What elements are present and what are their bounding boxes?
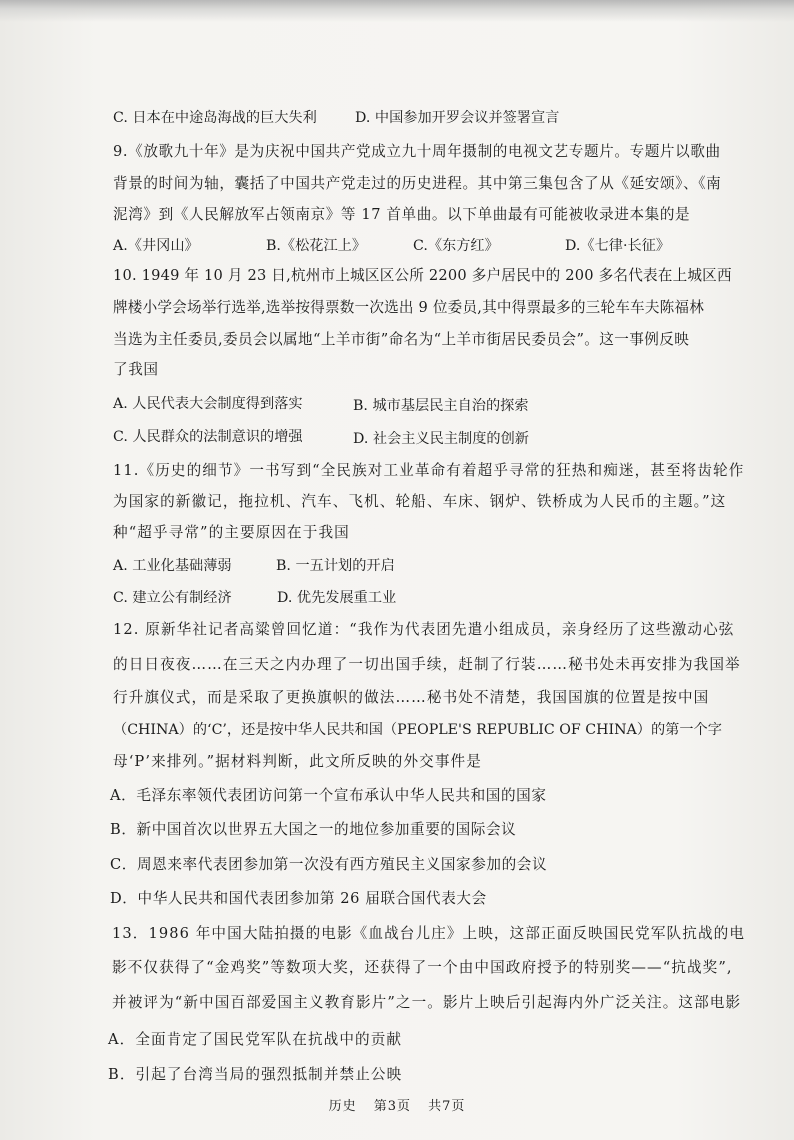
- footer-total-pages: 共7页: [428, 1099, 466, 1114]
- page-footer: [0, 1095, 794, 1114]
- q12-option-c: C．周恩来率代表团参加第一次没有西方殖民主义国家参加的会议: [110, 856, 548, 873]
- q12-stem-line-4: （CHINA）的‘C’，还是按中华人民共和国（PEOPLE'S REPUBLIC OF CHINA）的第一个字: [113, 722, 722, 738]
- q9-stem-line-1: 9.《放歌九十年》是为庆祝中国共产党成立九十周年摄制的电视文艺专题片。专题片以歌曲: [113, 143, 721, 160]
- q10-stem-line-2: 牌楼小学会场举行选举,选举按得票数一次选出 9 位委员,其中得票最多的三轮车车夫陈福林: [113, 299, 705, 316]
- q8-option-d: D. 中国参加开罗会议并签署宣言: [355, 110, 560, 126]
- q11-option-b: B. 一五计划的开启: [276, 558, 395, 574]
- q11-option-c: C. 建立公有制经济: [113, 590, 232, 606]
- q9-option-c: C.《东方红》: [413, 238, 499, 254]
- q10-stem-line-4: 了我国: [113, 361, 159, 378]
- q10-stem-line-1: 10. 1949 年 10 月 23 日,杭州市上城区区公所 2200 多户居民中的 200 多名代表在上城区西: [113, 267, 732, 284]
- q12-stem-line-2: 的日日夜夜……在三天之内办理了一切出国手续，赶制了行装……秘书处未再安排为我国举: [113, 656, 741, 673]
- q13-option-b: B．引起了台湾当局的强烈抵制并禁止公映: [108, 1066, 403, 1083]
- q9-option-a: A.《井冈山》: [113, 238, 199, 254]
- q13-stem-line-2: 影不仅获得了“金鸡奖”等数项大奖，还获得了一个由中国政府授予的特别奖——“抗战奖”,: [112, 959, 733, 976]
- q12-option-a: A．毛泽东率领代表团访问第一个宣布承认中华人民共和国的国家: [110, 787, 547, 804]
- q12-option-d: D．中华人民共和国代表团参加第 26 届联合国代表大会: [110, 890, 487, 907]
- q10-option-c: C. 人民群众的法制意识的增强: [113, 429, 303, 445]
- scan-edge-shadow: [0, 0, 794, 22]
- q11-option-d: D. 优先发展重工业: [277, 590, 397, 606]
- q13-stem-line-3: 并被评为“新中国百部爱国主义教育影片”之一。影片上映后引起海内外广泛关注。这部电影: [112, 994, 742, 1011]
- q11-option-a: A. 工业化基础薄弱: [113, 558, 232, 574]
- q11-stem-line-1: 11.《历史的细节》一书写到“全民族对工业革命有着超乎寻常的狂热和痴迷，甚至将齿轮作: [113, 462, 745, 479]
- q13-stem-line-1: 13．1986 年中国大陆拍摄的电影《血战台儿庄》上映，这部正面反映国民党军队抗战的电: [112, 925, 746, 942]
- q10-option-d: D. 社会主义民主制度的创新: [353, 431, 529, 447]
- q11-stem-line-3: 种“超乎寻常”的主要原因在于我国: [113, 524, 350, 541]
- q10-option-a: A. 人民代表大会制度得到落实: [113, 396, 303, 412]
- q10-stem-line-3: 当选为主任委员,委员会以属地“上羊市街”命名为“上羊市街居民委员会”。这一事例反映: [113, 331, 690, 348]
- footer-subject: 历史: [328, 1099, 357, 1114]
- q9-option-b: B.《松花江上》: [266, 238, 367, 254]
- q9-stem-line-2: 背景的时间为轴，囊括了中国共产党走过的历史进程。其中第三集包含了从《延安颂》、《南: [113, 175, 722, 192]
- q9-option-d: D.《七律·长征》: [565, 238, 671, 254]
- q12-stem-line-3: 行升旗仪式，而是采取了更换旗帜的做法……秘书处不清楚，我国国旗的位置是按中国: [113, 689, 710, 706]
- footer-page-number: 第3页: [373, 1099, 411, 1114]
- q12-stem-line-1: 12. 原新华社记者高粱曾回忆道：“我作为代表团先遣小组成员，亲身经历了这些激动心弦: [113, 621, 735, 638]
- q11-stem-line-2: 为国家的新徽记，拖拉机、汽车、飞机、轮船、车床、钢炉、铁桥成为人民币的主题。”这: [113, 493, 727, 510]
- q12-option-b: B．新中国首次以世界五大国之一的地位参加重要的国际会议: [110, 821, 517, 838]
- q13-option-a: A．全面肯定了国民党军队在抗战中的贡献: [108, 1031, 403, 1048]
- q8-option-c: C. 日本在中途岛海战的巨大失利: [113, 110, 317, 126]
- q10-option-b: B. 城市基层民主自治的探索: [353, 398, 529, 414]
- q12-stem-line-5: 母‘P’来排列。”据材料判断，此文所反映的外交事件是: [113, 753, 482, 770]
- q9-stem-line-3: 泥湾》到《人民解放军占领南京》等 17 首单曲。以下单曲最有可能被收录进本集的是: [113, 206, 691, 223]
